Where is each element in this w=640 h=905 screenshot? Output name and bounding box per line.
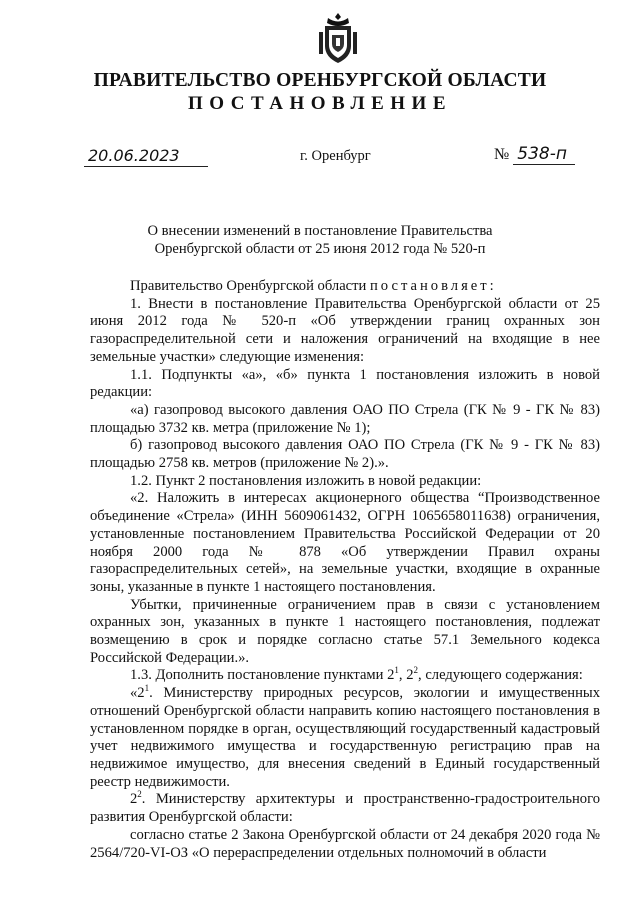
- paragraph-law-reference: согласно статье 2 Закона Оренбургской области от 24 декабря 2020 года № 2564/720-VI-ОЗ «О перераспределении отдельных полномочий в области: [90, 826, 600, 861]
- paragraph-item-a: «а) газопровод высокого давления ОАО ПО Стрела (ГК № 9 - ГК № 83) площадью 3732 кв. метра (приложение № 1);: [90, 401, 600, 436]
- title-line-2: Оренбургской области от 25 июня 2012 года № 520-п: [154, 241, 486, 257]
- decree-word: постановляет:: [370, 278, 497, 294]
- paragraph-point-2: «2. Наложить в интересах акционерного общества “Производственное объединение «Стрела» (ИНН 5609061432, ОГРН 1065658011638) ограничения, установленные постановлением Правительства Российской Федерации от 20 ноября 2000 года № 878 «Об утверждении Правил охраны газораспределительных сетей», на земельные участки, входящие в охранные зоны, указанные в пункте 1 настоящего постановления.: [90, 490, 600, 595]
- paragraph-preamble: Правительство Оренбургской области постановляет:: [130, 278, 497, 294]
- paragraph-item-b: б) газопровод высокого давления ОАО ПО Стрела (ГК № 9 - ГК № 83) площадью 2758 кв. метров (приложение № 2).».: [90, 437, 600, 472]
- paragraph-losses: Убытки, причиненные ограничением прав в связи с установлением охранных зон, указанных в пункте 1 настоящего постановления, подлежат возмещению в срок и порядке согласно статье 57.1 Земельного кодекса Российской Федерации.».: [90, 596, 600, 666]
- document-date: 20.06.2023: [84, 146, 208, 167]
- paragraph-1: 1. Внести в постановление Правительства Оренбургской области от 25 июня 2012 года № 520-п «Об утверждении границ охранных зон газораспределительной сети и наложения ограничений на входящие в нее земельные участки» следующие изменения:: [90, 295, 600, 365]
- paragraph-point-2-1: «$2^1$. Министерству природных ресурсов, экологии и имущественных отношений Оренбургской области направить копию настоящего постановления в установленном порядке в орган, осуществляющий государственный кадастровый учет недвижимого имущества и государственную регистрацию прав на недвижимое имущество, для внесения сведений в Единый государственный реестр недвижимости.: [90, 683, 600, 790]
- coat-of-arms-icon: [318, 12, 358, 64]
- paragraph-1-1: 1.1. Подпункты «а», «б» пункта 1 постановления изложить в новой редакции:: [90, 366, 600, 401]
- number-prefix: №: [494, 146, 510, 163]
- paragraph-point-2-2: $2^2$. Министерству архитектуры и пространственно-градостроительного развития Оренбургской области:: [90, 789, 600, 826]
- paragraph-1-3: 1.3. Дополнить постановление пунктами $2^1$, $2^2$, следующего содержания:: [130, 665, 583, 684]
- document-type: ПОСТАНОВЛЕНИЕ: [187, 93, 453, 114]
- document-city: г. Оренбург: [300, 148, 371, 164]
- paragraph-1-2: 1.2. Пункт 2 постановления изложить в новой редакции:: [130, 472, 482, 489]
- document-number: [494, 144, 575, 164]
- title-line-1: О внесении изменений в постановление Правительства: [147, 223, 493, 239]
- organization-title: ПРАВИТЕЛЬСТВО ОРЕНБУРГСКОЙ ОБЛАСТИ: [93, 70, 547, 91]
- document-body: [90, 278, 600, 862]
- document-title: [0, 222, 640, 258]
- number-value: 538-п: [513, 144, 575, 165]
